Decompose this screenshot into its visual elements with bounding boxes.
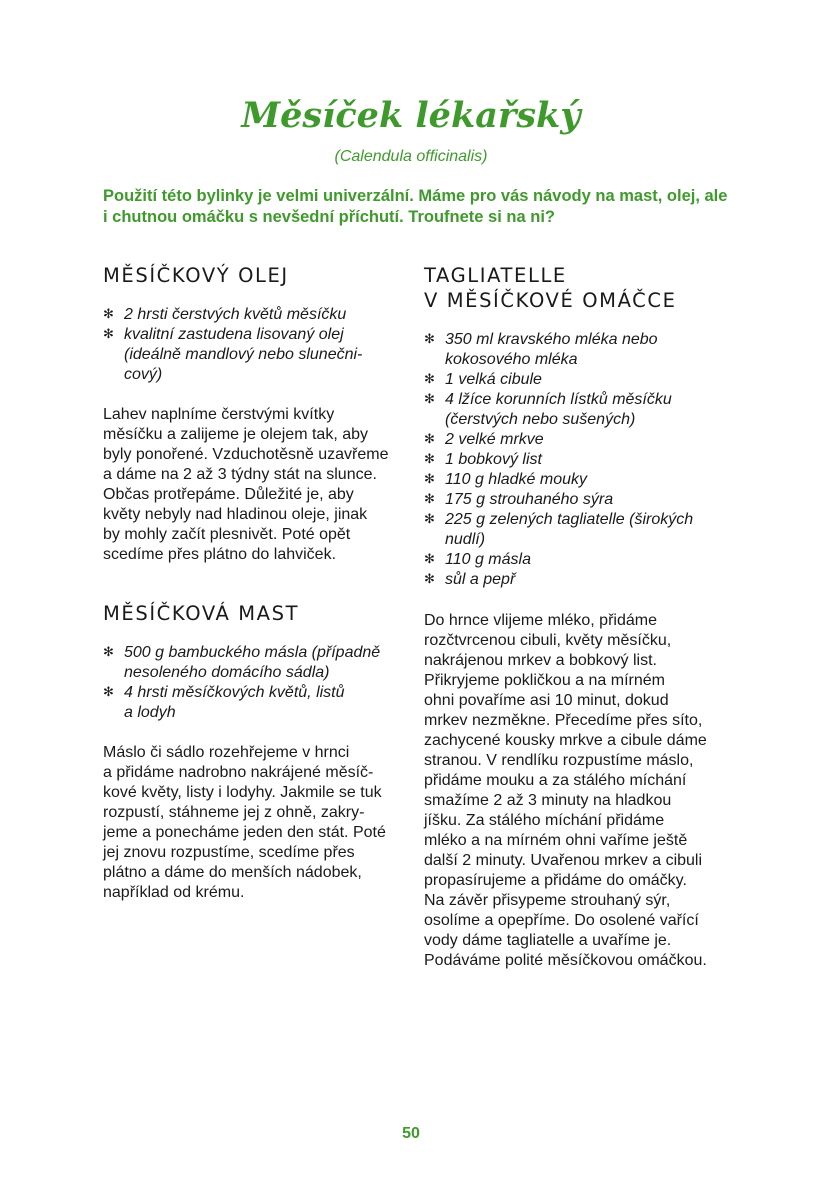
- ingredient-line: 4 lžíce korunních lístků měsíčku: [445, 391, 672, 408]
- intro-paragraph: [103, 186, 743, 228]
- bullet-icon: ✻: [103, 685, 114, 700]
- method-line: Do hrnce vlijeme mléko, přidáme: [424, 612, 657, 629]
- ingredient-line: 2 velké mrkve: [445, 431, 544, 448]
- latin-name: (Calendula officinalis): [334, 148, 488, 165]
- method-line: Na závěr přisypeme strouhaný sýr,: [424, 892, 671, 909]
- recipe-method: [103, 405, 403, 565]
- method-line: rozpustí, stáhneme jej z ohně, zakry-: [103, 804, 365, 821]
- ingredient-line: 2 hrsti čerstvých květů měsíčku: [124, 306, 347, 323]
- method-line: jej znovu rozpustíme, scedíme přes: [103, 844, 355, 861]
- ingredient-item: [424, 370, 744, 390]
- bullet-icon: ✻: [424, 572, 435, 587]
- method-line: Podáváme polité měsíčkovou omáčkou.: [424, 952, 707, 969]
- ingredient-item: [424, 570, 744, 590]
- ingredient-item: [424, 450, 744, 470]
- method-line: například od krému.: [103, 884, 245, 901]
- method-line: kové květy, listy i lodyhy. Jakmile se tuk: [103, 784, 382, 801]
- bullet-icon: ✻: [103, 307, 114, 322]
- ingredient-line: 4 hrsti měsíčkových květů, listů: [124, 684, 345, 701]
- bullet-icon: ✻: [424, 492, 435, 507]
- method-line: by mohly začít plesnivět. Poté opět: [103, 526, 351, 543]
- method-line: mléko a na mírném ohni vaříme ještě: [424, 832, 688, 849]
- ingredient-item: [103, 683, 403, 723]
- heading-line: MĚSÍČKOVÁ MAST: [103, 602, 300, 625]
- bullet-icon: ✻: [424, 392, 435, 407]
- method-line: jíšku. Za stálého míchání přidáme: [424, 812, 665, 829]
- ingredient-item: [424, 550, 744, 570]
- method-line: další 2 minuty. Uvařenou mrkev a cibuli: [424, 852, 703, 869]
- recipe-heading: [103, 601, 403, 626]
- ingredient-list: [424, 330, 744, 590]
- method-line: byly ponořené. Vzduchotěsně uzavřeme: [103, 446, 389, 463]
- ingredient-line: kvalitní zastudena lisovaný olej: [124, 326, 344, 343]
- ingredient-line: nesoleného domácího sádla): [124, 664, 330, 681]
- method-line: Máslo či sádlo rozehřejeme v hrnci: [103, 744, 350, 761]
- right-column: [424, 263, 744, 971]
- page-number: 50: [402, 1125, 420, 1142]
- recipe-mast: [103, 601, 403, 903]
- recipe-method: [103, 743, 403, 903]
- bullet-icon: ✻: [424, 332, 435, 347]
- recipe-method: [424, 611, 744, 971]
- method-line: přidáme mouku a za stálého míchání: [424, 772, 687, 789]
- bullet-icon: ✻: [103, 645, 114, 660]
- ingredient-item: [424, 490, 744, 510]
- ingredient-item: [424, 470, 744, 490]
- ingredient-line: cový): [124, 366, 163, 383]
- ingredient-item: [103, 325, 403, 385]
- ingredient-line: 1 velká cibule: [445, 371, 542, 388]
- recipe-heading: [103, 263, 403, 288]
- bullet-icon: ✻: [424, 452, 435, 467]
- ingredient-line: kokosového mléka: [445, 351, 578, 368]
- ingredient-item: [424, 390, 744, 430]
- method-line: a přidáme nadrobno nakrájené měsíč-: [103, 764, 374, 781]
- method-line: květy nebyly nad hladinou oleje, jinak: [103, 506, 368, 523]
- bullet-icon: ✻: [103, 327, 114, 342]
- intro-line: Použití této bylinky je velmi univerzální. Máme pro vás návody na mast, olej, ale: [103, 187, 728, 205]
- method-line: jeme a ponecháme jeden den stát. Poté: [103, 824, 386, 841]
- method-line: vody dáme tagliatelle a uvaříme je.: [424, 932, 672, 949]
- bullet-icon: ✻: [424, 372, 435, 387]
- left-column: [103, 263, 403, 903]
- ingredient-item: [424, 430, 744, 450]
- ingredient-item: [424, 330, 744, 370]
- ingredient-item: [424, 510, 744, 550]
- ingredient-line: 110 g hladké mouky: [445, 471, 588, 488]
- method-line: Lahev naplníme čerstvými kvítky: [103, 406, 335, 423]
- recipe-olej: [103, 263, 403, 565]
- method-line: měsíčku a zalijeme je olejem tak, aby: [103, 426, 368, 443]
- ingredient-line: 500 g bambuckého másla (případně: [124, 644, 381, 661]
- ingredient-item: [103, 643, 403, 683]
- method-line: plátno a dáme do menších nádobek,: [103, 864, 362, 881]
- ingredient-list: [103, 305, 403, 385]
- method-line: Občas protřepáme. Důležité je, aby: [103, 486, 354, 503]
- ingredient-line: 350 ml kravského mléka nebo: [445, 331, 658, 348]
- method-line: osolíme a opepříme. Do osolené vařící: [424, 912, 699, 929]
- ingredient-line: sůl a pepř: [445, 571, 516, 588]
- ingredient-line: (čerstvých nebo sušených): [445, 411, 636, 428]
- ingredient-line: (ideálně mandlový nebo slunečni-: [124, 346, 363, 363]
- ingredient-line: nudlí): [445, 531, 486, 548]
- bullet-icon: ✻: [424, 552, 435, 567]
- page-title: Měsíček lékařský: [241, 95, 581, 136]
- bullet-icon: ✻: [424, 472, 435, 487]
- method-line: rozčtvrcenou cibuli, květy měsíčku,: [424, 632, 672, 649]
- method-line: stranou. V rendlíku rozpustíme máslo,: [424, 752, 694, 769]
- recipe-heading: [424, 263, 744, 313]
- method-line: ohni povaříme asi 10 minut, dokud: [424, 692, 669, 709]
- method-line: a dáme na 2 až 3 týdny stát na slunce.: [103, 466, 377, 483]
- ingredient-line: 110 g másla: [445, 551, 531, 568]
- bullet-icon: ✻: [424, 512, 435, 527]
- recipe-tagliatelle: [424, 263, 744, 971]
- heading-line: V MĚSÍČKOVÉ OMÁČCE: [424, 289, 677, 312]
- method-line: mrkev nezměkne. Přecedíme přes síto,: [424, 712, 703, 729]
- ingredient-line: 175 g strouhaného sýra: [445, 491, 614, 508]
- method-line: scedíme přes plátno do lahviček.: [103, 546, 337, 563]
- method-line: propasírujeme a přidáme do omáčky.: [424, 872, 687, 889]
- method-line: nakrájenou mrkev a bobkový list.: [424, 652, 657, 669]
- heading-line: TAGLIATELLE: [424, 264, 567, 287]
- ingredient-line: a lodyh: [124, 704, 176, 721]
- method-line: zachycené kousky mrkve a cibule dáme: [424, 732, 707, 749]
- ingredient-line: 225 g zelených tagliatelle (širokých: [445, 511, 694, 528]
- heading-line: MĚSÍČKOVÝ OLEJ: [103, 264, 289, 287]
- method-line: Přikryjeme pokličkou a na mírném: [424, 672, 665, 689]
- bullet-icon: ✻: [424, 432, 435, 447]
- ingredient-item: [103, 305, 403, 325]
- ingredient-list: [103, 643, 403, 723]
- method-line: smažíme 2 až 3 minuty na hladkou: [424, 792, 672, 809]
- ingredient-line: 1 bobkový list: [445, 451, 542, 468]
- intro-line: i chutnou omáčku s nevšední příchutí. Troufnete si na ni?: [103, 208, 555, 226]
